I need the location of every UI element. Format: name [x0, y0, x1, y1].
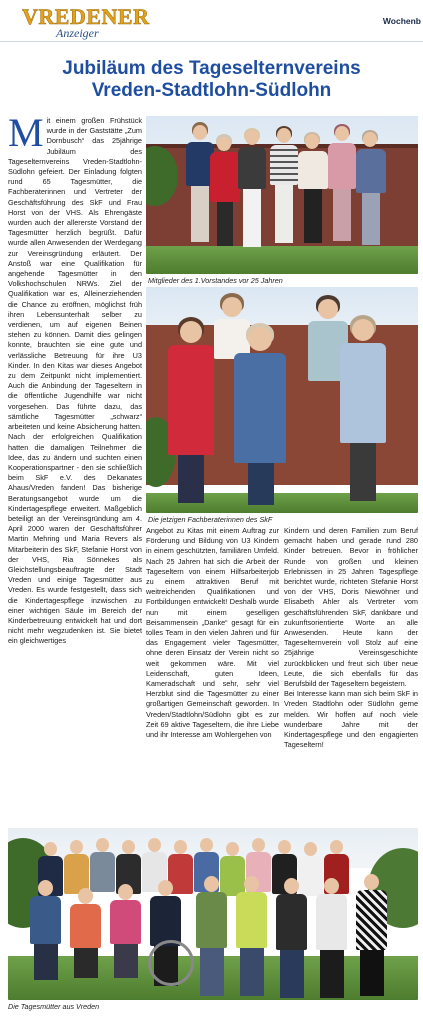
photo-first-board: [146, 116, 418, 274]
newspaper-logo: [22, 4, 150, 40]
column-3-closing: Bei Interesse kann man sich beim SkF in Vreden Stadtlohn oder Südlohn gerne melden. Wir hoffen auf noch viele wunderbare Jahre mit der Kindertagespflege und den engagierten Tageseltern!: [284, 689, 418, 750]
photo-group: [8, 828, 418, 1000]
article-column-2: [146, 526, 279, 824]
logo-wordmark: VREDENER: [22, 4, 150, 29]
column-2-text: Angebot zu Kitas mit einem Auftrag zur Förderung und Bildung von U3 Kindern in einem geschützten, familiären Umfeld. Nach 25 Jahren hat sich die Arbeit der Tageseltern von einem Hilfsarbeiterjob zu einem attraktiven Beruf mit weitreichenden Qualifikationen und Fortbildungen entwickelt! Deshalb wurde nun mit einem geselligen Beisammensein „Danke“ gesagt für ein tolles Team in den vielen Jahren und für das Engagement vieler Tagesmütter, ohne deren Einsatz der Verein nicht so weit gekommen wäre. Mit viel Leidenschaft, guten Ideen, Kameradschaft und sehr, sehr viel Herzblut sind die Tagesmütter zu einer großartigen Gemeinschaft geworden. In Vreden/Stadtlohn/Südlohn gibt es zur Zeit 69 aktive Tageseltern, die ihre Liebe und ihr Interesse am Wohlergehen von: [146, 526, 279, 740]
photo-1-caption: Mitglieder des 1.Vorstandes vor 25 Jahren: [148, 276, 283, 285]
header-divider: [0, 41, 423, 42]
column-3-text: Kindern und deren Familien zum Beruf gemacht haben und gerade rund 280 Kinder betreuen. Bevor in fröhlicher Runde von großen und kleinen Erlebnissen in 25 Jahren Tagespflege berichtet wurde, richteten Stefanie Horst von der VHS, Doris Niewöhner und Elisabeth Ahler als Vertreter vom geschäftsführenden SkF, dankbare und zukunftsorientierte Worte an alle Anwesenden. Heute kann der Tageselternverein voll Stolz auf eine 25jährige Vereinsgeschichte zurückblicken und freut sich über neue Leute, die sich ebenfalls für das Berufsbild der Tageseltern begeistern.: [284, 526, 418, 689]
drop-cap: M: [8, 116, 44, 155]
masthead: [0, 0, 423, 42]
article-column-1: [8, 116, 142, 824]
photo-3-caption: Die Tagesmütter aus Vreden: [8, 1002, 100, 1011]
article-column-3: [284, 526, 418, 824]
photo-advisors: [146, 287, 418, 513]
headline-line-2: Vreden-Stadtlohn-Südlohn: [91, 80, 332, 101]
headline-line-1: Jubiläum des Tageselternvereins: [62, 58, 361, 79]
section-label: Wochenb: [382, 16, 421, 26]
logo-subtitle: Anzeiger: [56, 26, 99, 40]
column-1-text: it einem großen Frühstück wurde in der Gaststätte „Zum Dornbusch“ das 25jährige Jubiläum des Tageselternvereins Vreden-Stadtlohn-Südlohn gefeiert. Der Einladung folgten rund 65 Tagesmütter, die Fachberaterinnen und Vertreter der Geschäftsführung des SkF und Frau Horst von der VHS. Als Ehrengäste wurden auch der allererste Vorstand der Tagesmütter herzlich begrüßt. Dafür wurde allen Anwesenden der Werdegang zur Vereinsgründung erläutert. Der Anstoß war eine Qualifikation für angehende Tagesmütter in den Volkshochschulen NRWs. Ziel der Qualifikation war es, Alleinerziehenden die Chance zu eröffnen, möglichst früh ihren Lebensunterhalt selber zu verdienen, um auf eigenen Beinen stehen zu können. Damit dies gelingen konnte, brauchten sie eine gute und verlässliche Betreuung für ihre U3 Kinder. In den Kitas war dieses Angebot zu dem Zeitpunkt nicht implementiert. Auch die Anbindung der Tageseltern in die öffentliche Jugendhilfe war nicht vorgesehen. Das führte dazu, das sämtliche Tagesmütter „schwarz“ arbeiteten und keine Absicherung hatten. Nach der erfolgreichen Qualifikation hatten die damaligen Teilnehmer die Idee, das zu ändern und suchten einen Kooperationspartner - den sie schließlich beim SkF e.V. des Dekanates Ahaus/Vreden fanden! Das bisherige Beratungsangebot wurde um die Kindertagespflege erweitert. Maßgeblich beteiligt an der Vereinsgründung am 4. April 2000 waren der Geschäftsführer Martin Mehring und Maria Revers als Mitarbeiterin des SkF, Stefanie Horst von der VHS, Ria Sönnekes als Gleichstellungsbeauftragte der Stadt Vreden und einige Tagesmütter aus Vreden. Es wurde festgestellt, dass sich die Kindertagespflege inzwischen zu einer wichtigen Säule im Bereich der Kinderbetreuung entwickelt hat und dort nicht mehr wegzudenken ist. Sie bietet ein gleichwertiges: [8, 116, 142, 646]
article-headline: [0, 58, 423, 102]
photo-2-caption: Die jetzigen Fachberaterinnen des SkF: [148, 515, 273, 524]
